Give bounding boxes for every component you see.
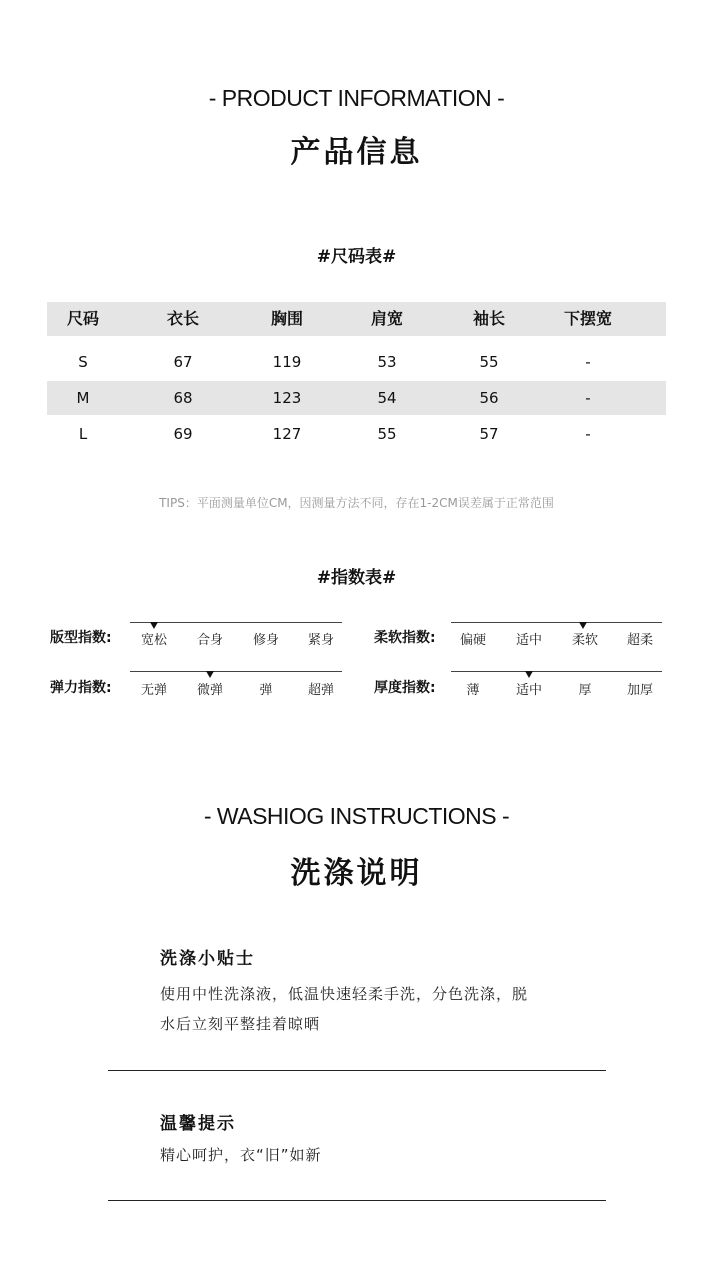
product-info-en-title: - PRODUCT INFORMATION - [208,85,505,111]
divider [108,1200,606,1201]
size-cell: S [78,353,88,371]
sleeve-cell: 55 [479,353,499,371]
softness-option: 偏硬 [459,633,486,648]
washing-tips-title: 洗涤小贴士 [160,949,255,969]
header-shoulder: 肩宽 [370,309,403,328]
table-row [47,417,666,451]
fit-option: 修身 [252,633,279,648]
divider [108,1070,606,1071]
thickness-option: 加厚 [626,683,653,698]
length-cell: 68 [173,389,193,407]
header-sleeve: 袖长 [472,309,505,328]
elasticity-option: 弹 [259,683,273,698]
elasticity-option: 超弹 [307,683,334,698]
table-row [47,381,666,415]
reminder-title: 温馨提示 [160,1114,236,1134]
size-cell: M [76,389,90,407]
chest-cell: 127 [272,425,302,443]
washing-en-title: - WASHIOG INSTRUCTIONS - [203,803,510,829]
header-length: 衣长 [166,309,199,328]
header-chest: 胸围 [270,309,303,328]
hem-cell: - [585,389,591,407]
reminder-text: 精心呵护，衣“旧”如新 [160,1146,322,1164]
softness-index-line [451,622,662,623]
elasticity-index-label: 弹力指数: [50,680,112,696]
table-row [47,345,666,379]
shoulder-cell: 55 [377,425,397,443]
fit-index-marker [150,622,158,629]
elasticity-index-marker [206,671,214,678]
size-tips: TIPS：平面测量单位CM，因测量方法不同，存在1-2CM误差属于正常范围 [159,496,554,510]
product-info-zh-title: 产品信息 [290,135,423,170]
length-cell: 67 [173,353,193,371]
elasticity-index-line [130,671,342,672]
elasticity-option: 无弹 [140,683,167,698]
header-size: 尺码 [66,309,99,328]
thickness-option: 厚 [578,683,592,698]
softness-option: 柔软 [571,633,598,648]
size-table [47,302,666,444]
thickness-option: 薄 [466,683,480,698]
header-hem: 下摆宽 [563,309,612,328]
fit-option: 紧身 [307,633,334,648]
index-chart-title: #指数表# [316,568,397,588]
elasticity-option: 微弹 [196,683,223,698]
washing-zh-title: 洗涤说明 [290,856,423,891]
length-cell: 69 [173,425,193,443]
fit-index-label: 版型指数: [50,630,112,646]
size-chart-title: #尺码表# [316,247,397,267]
fit-option: 合身 [196,633,223,648]
washing-tips-line-2: 水后立刻平整挂着晾晒 [160,1015,321,1033]
softness-index-label: 柔软指数: [374,630,436,646]
size-table-header [47,302,666,336]
sleeve-cell: 57 [479,425,499,443]
softness-option: 适中 [515,633,542,648]
chest-cell: 123 [272,389,302,407]
thickness-index-label: 厚度指数: [374,680,436,696]
washing-tips-line-1: 使用中性洗涤液，低温快速轻柔手洗，分色洗涤，脱 [160,985,529,1003]
size-cell: L [78,425,88,443]
fit-index-line [130,622,342,623]
shoulder-cell: 54 [377,389,397,407]
shoulder-cell: 53 [377,353,397,371]
thickness-index-marker [525,671,533,678]
fit-option: 宽松 [140,633,167,648]
softness-index-marker [579,622,587,629]
thickness-index-line [451,671,662,672]
hem-cell: - [585,425,591,443]
hem-cell: - [585,353,591,371]
chest-cell: 119 [272,353,302,371]
softness-option: 超柔 [626,633,653,648]
thickness-option: 适中 [515,683,542,698]
sleeve-cell: 56 [479,389,499,407]
